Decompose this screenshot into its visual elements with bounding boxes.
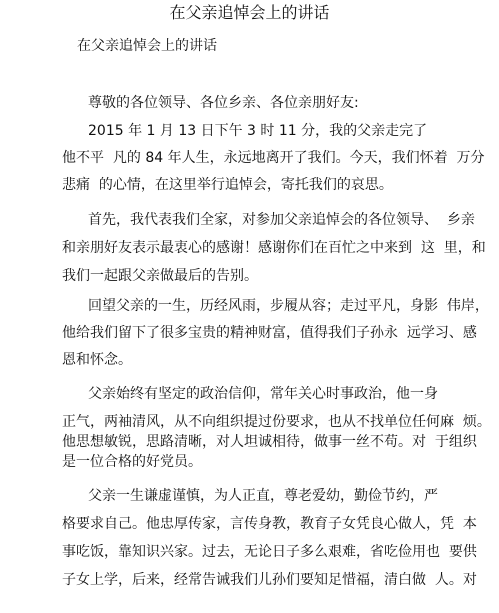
paragraph-line: 他思想敏锐，思路清晰，对人坦诚相待，做事一丝不苟。对 于组织 bbox=[62, 434, 477, 450]
paragraph-line: 父亲始终有坚定的政治信仰，常年关心时事政治，他一身 bbox=[88, 386, 438, 402]
paragraph-line: 2015 年 1 月 13 日下午 3 时 11 分，我的父亲走完了 bbox=[88, 123, 428, 139]
paragraph-line: 子女上学，后来，经常告诫我们儿孙们要知足惜福，清白做 人。对 bbox=[62, 572, 477, 588]
paragraph-line: 我们一起跟父亲做最后的告别。 bbox=[62, 268, 258, 284]
paragraph-line: 他不平 凡的 84 年人生，永远地离开了我们。今天，我们怀着 万分 bbox=[62, 150, 485, 166]
salutation: 尊敬的各位领导、各位乡亲、各位亲朋好友: bbox=[88, 95, 359, 111]
paragraph-line: 首先，我代表我们全家，对参加父亲追悼会的各位领导、 乡亲 bbox=[88, 212, 475, 228]
document-title: 在父亲追悼会上的讲话 bbox=[169, 3, 330, 22]
paragraph-line: 正气，两袖清风，从不向组织提过份要求，也从不找单位任何麻 烦。 bbox=[62, 414, 491, 430]
paragraph-line: 他给我们留下了很多宝贵的精神财富，值得我们子孙永 远学习、感 bbox=[62, 325, 477, 341]
document-subtitle: 在父亲追悼会上的讲话 bbox=[77, 38, 217, 54]
paragraph-line: 事吃饭，靠知识兴家。过去，无论日子多么艰难，省吃俭用也 要供 bbox=[62, 544, 477, 560]
paragraph-line: 和亲朋好友表示最衷心的感谢！感谢你们在百忙之中来到 这 里，和 bbox=[62, 240, 486, 256]
paragraph-line: 悲痛 的心情，在这里举行追悼会，寄托我们的哀思。 bbox=[62, 177, 393, 193]
paragraph-line: 恩和怀念。 bbox=[62, 352, 132, 368]
paragraph-line: 回望父亲的一生，历经风雨，步履从容；走过平凡，身影 伟岸， bbox=[88, 298, 489, 314]
paragraph-line: 父亲一生谦虚谨慎，为人正直，尊老爱幼，勤俭节约，严 bbox=[88, 488, 438, 504]
paragraph-line: 格要求自己。他忠厚传家，言传身教，教育子女凭良心做人，凭 本 bbox=[62, 516, 477, 532]
paragraph-line: 是一位合格的好党员。 bbox=[62, 454, 202, 470]
